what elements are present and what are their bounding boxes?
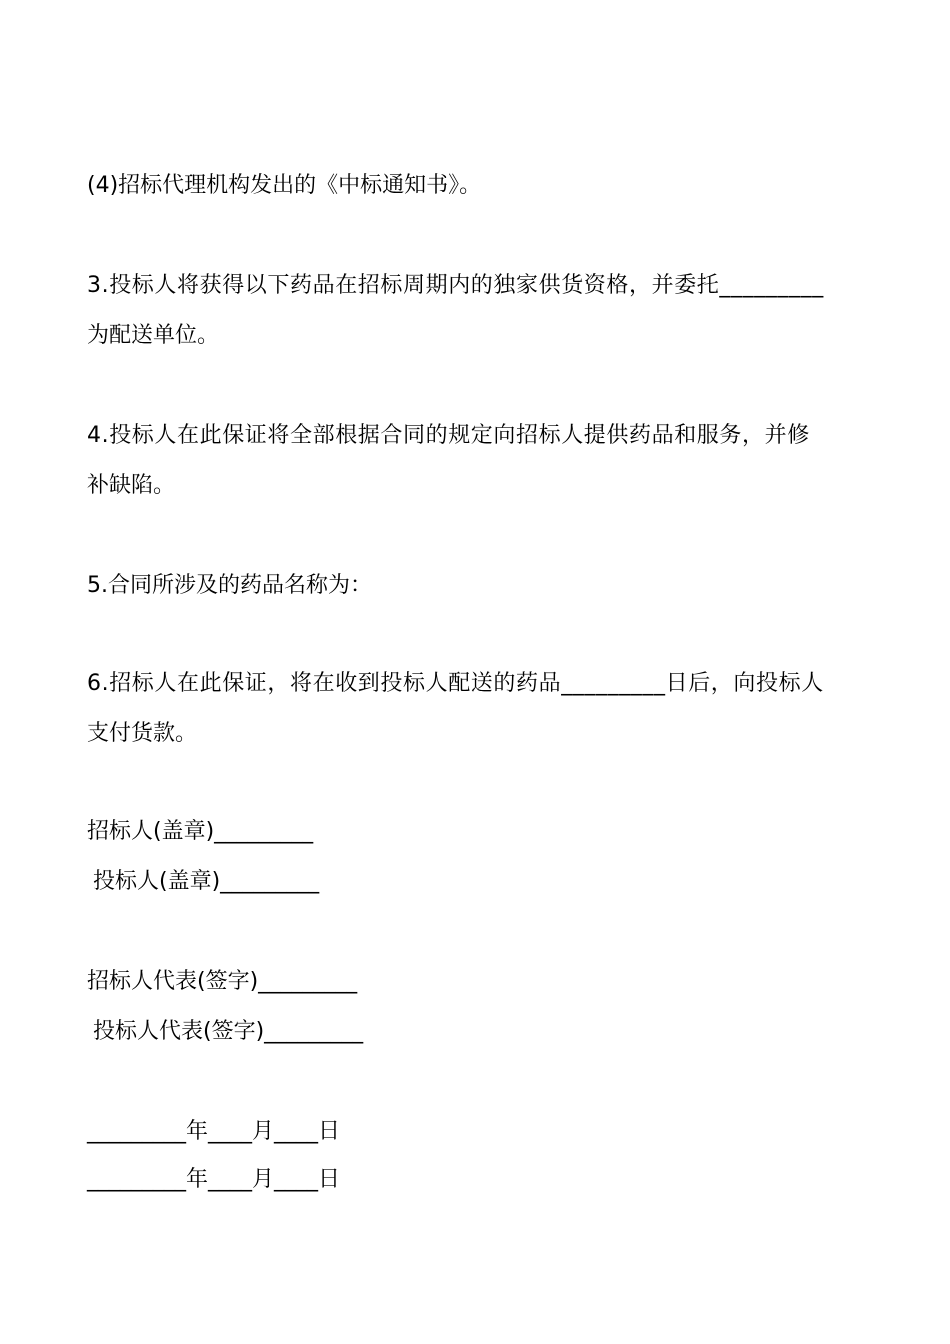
clause-6-line-1: 6.招标人在此保证，将在收到投标人配送的药品_________日后，向投标人 [87,671,824,696]
clause-4-line-1: 4.投标人在此保证将全部根据合同的规定向招标人提供药品和服务，并修 [87,423,810,448]
tenderer-seal-field: 招标人(盖章)_________ [87,819,314,844]
bidder-representative-field: 投标人代表(签字)_________ [93,1019,364,1044]
item-4-notice-text: (4)招标代理机构发出的《中标通知书》。 [87,173,482,198]
bidder-seal-field: 投标人(盖章)_________ [93,869,320,894]
date-field-1: _________年____月____日 [87,1119,341,1144]
clause-3-line-1: 3.投标人将获得以下药品在招标周期内的独家供货资格，并委托_________ [87,273,824,298]
clause-5-text: 5.合同所涉及的药品名称为： [87,573,372,598]
tenderer-representative-field: 招标人代表(签字)_________ [87,969,358,994]
clause-4-line-2: 补缺陷。 [87,473,176,498]
clause-6-line-2: 支付货款。 [87,721,198,746]
date-field-2: _________年____月____日 [87,1167,341,1192]
clause-3-line-2: 为配送单位。 [87,323,220,348]
